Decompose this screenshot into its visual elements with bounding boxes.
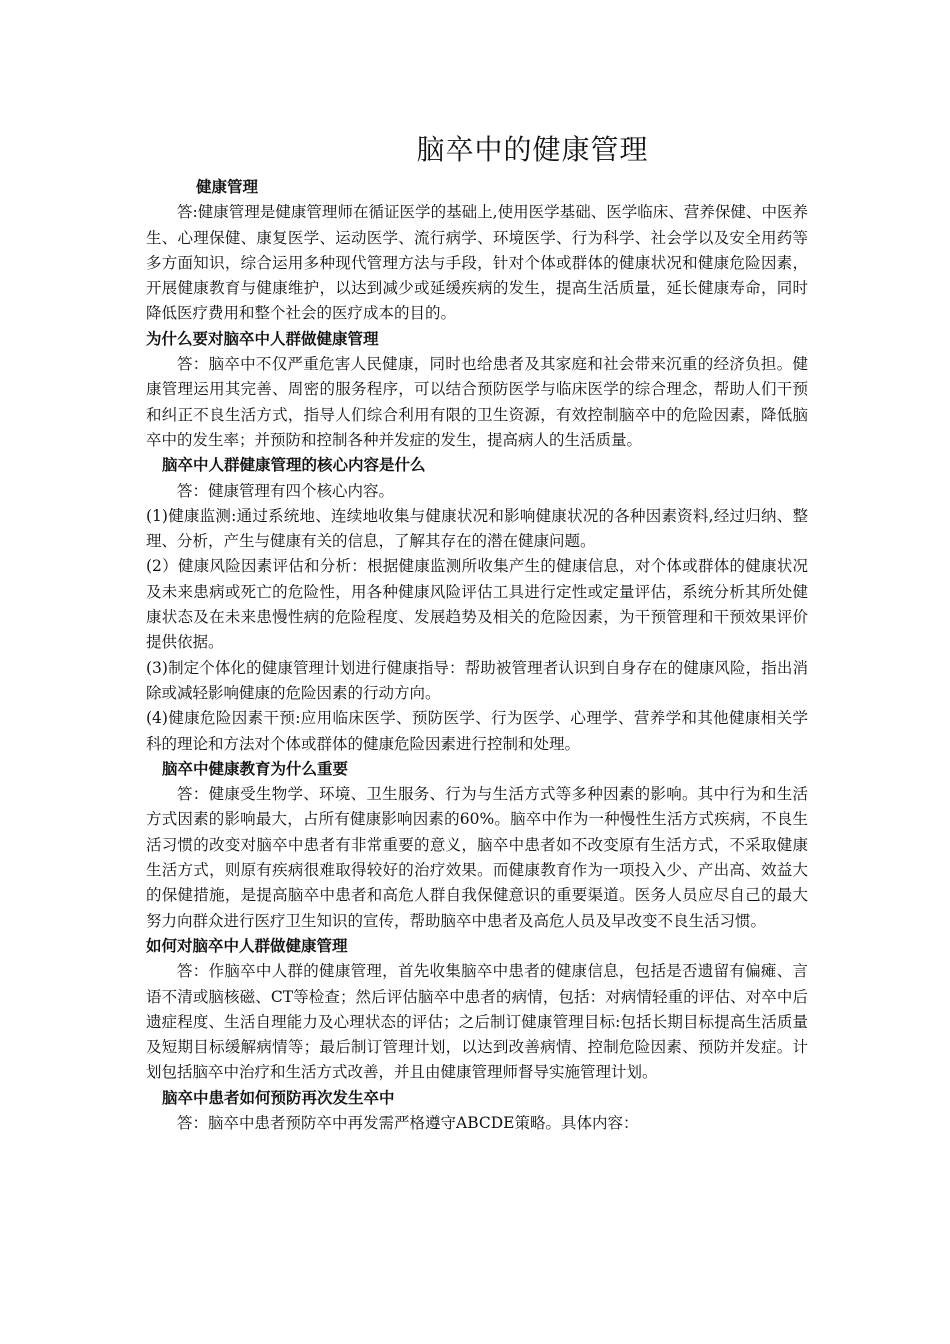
- paragraph: 答：健康管理有四个核心内容。: [177, 481, 395, 500]
- list-item: (1)健康监测:通过系统地、连续地收集与健康状况和影响健康状况的各种因素资料,经过归纳、整理、分析，产生与健康有关的信息，了解其存在的潜在健康问题。: [146, 506, 808, 551]
- section-heading: 脑卒中健康教育为什么重要: [162, 759, 349, 778]
- section-heading: 为什么要对脑卒中人群做健康管理: [146, 329, 379, 348]
- list-item: (4)健康危险因素干预:应用临床医学、预防医学、行为医学、心理学、营养学和其他健康相关学科的理论和方法对个体或群体的健康危险因素进行控制和处理。: [146, 709, 808, 753]
- list-item: (2）健康风险因素评估和分析：根据健康监测所收集产生的健康信息，对个体或群体的健康状况及未来患病或死亡的危险性，用各种健康风险评估工具进行定性或定量评估，系统分析其所处健康状态及在未来患慢性病的危险程度、发展趋势及相关的危险因素，为干预管理和干预效果评价提供依据。: [146, 557, 808, 652]
- document-title: 脑卒中的健康管理: [416, 133, 649, 166]
- section-heading: 脑卒中人群健康管理的核心内容是什么: [162, 456, 426, 475]
- list-item: (3)制定个体化的健康管理计划进行健康指导：帮助被管理者认识到自身存在的健康风险，指出消除或减轻影响健康的危险因素的行动方向。: [146, 658, 808, 702]
- paragraph: 答：健康受生物学、环境、卫生服务、行为与生活方式等多种因素的影响。其中行为和生活方式因素的影响最大，占所有健康影响因素的60%。脑卒中作为一种慢性生活方式疾病，不良生活习惯的改变对脑卒中患者有非常重要的意义，脑卒中患者如不改变原有生活方式，不采取健康生活方式，则原有疾病很难取得较好的治疗效果。而健康教育作为一项投入少、产出高、效益大的保健措施，是提高脑卒中患者和高危人群自我保健意识的重要渠道。医务人员应尽自己的最大努力向群众进行医疗卫生知识的宣传，帮助脑卒中患者及高危人员及早改变不良生活习惯。: [146, 785, 808, 930]
- paragraph: 答：脑卒中不仅严重危害人民健康，同时也给患者及其家庭和社会带来沉重的经济负担。健康管理运用其完善、周密的服务程序，可以结合预防医学与临床医学的综合理念，帮助人们干预和纠正不良生活方式，指导人们综合利用有限的卫生资源，有效控制脑卒中的危险因素，降低脑卒中的发生率；并预防和控制各种并发症的发生，提高病人的生活质量。: [146, 355, 808, 449]
- paragraph: 答:健康管理是健康管理师在循证医学的基础上,使用医学基础、医学临床、营养保健、中医养生、心理保健、康复医学、运动医学、流行病学、环境医学、行为科学、社会学以及安全用药等多方面知识，综合运用多种现代管理方法与手段，针对个体或群体的健康状况和健康危险因素，开展健康教育与健康维护，以达到减少或延缓疾病的发生，提高生活质量，延长健康寿命，同时降低医疗费用和整个社会的医疗成本的目的。: [146, 203, 808, 323]
- section-heading: 健康管理: [196, 178, 259, 196]
- section-heading: 脑卒中患者如何预防再次发生卒中: [162, 1088, 395, 1107]
- section-heading: 如何对脑卒中人群做健康管理: [146, 936, 348, 955]
- paragraph: 答：作脑卒中人群的健康管理，首先收集脑卒中患者的健康信息，包括是否遗留有偏瘫、言语不清或脑核磁、CT等检查；然后评估脑卒中患者的病情，包括：对病情轻重的评估、对卒中后遗症程度、生活自理能力及心理状态的评估；之后制订健康管理目标:包括长期目标提高生活质量及短期目标缓解病情等；最后制订管理计划，以达到改善病情、控制危险因素、预防并发症。计划包括脑卒中治疗和生活方式改善，并且由健康管理师督导实施管理计划。: [146, 962, 808, 1082]
- paragraph: 答：脑卒中患者预防卒中再发需严格遵守ABCDE策略。具体内容：: [177, 1113, 639, 1132]
- document-body: [146, 175, 808, 1136]
